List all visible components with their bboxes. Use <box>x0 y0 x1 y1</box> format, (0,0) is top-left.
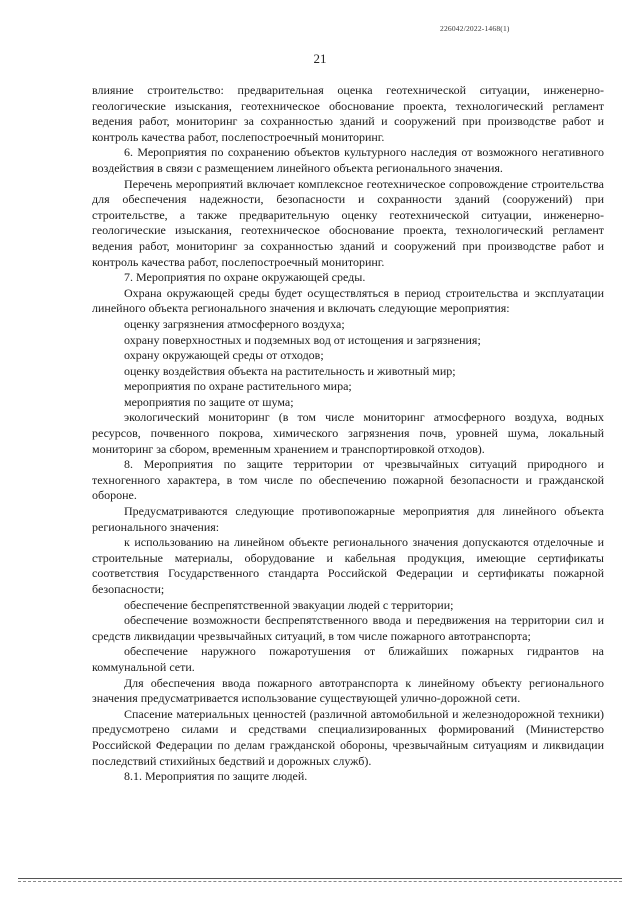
list-item: обеспечение наружного пожаротушения от ближайших пожарных гидрантов на коммунальной сети. <box>92 644 604 674</box>
paragraph-fire-measures: Предусматриваются следующие противопожарные мероприятия для линейного объекта регионального значения: <box>92 504 604 534</box>
page-bottom-border-shadow <box>18 881 622 882</box>
paragraph-rescue: Спасение материальных ценностей (различной автомобильной и железнодорожной техники) предусмотрено силами и средствами специализированных формирований (Министерство Российской Федерации по делам гражданской обороны, чрезвычайным ситуациям и ликвидации последствий стихийных бедствий и дорожных служб). <box>92 706 604 768</box>
list-item: оценку воздействия объекта на растительность и животный мир; <box>124 363 456 378</box>
paragraph-1: влияние строительство: предварительная оценка геотехнической ситуации, инженерно-геологические изыскания, геотехническое обоснование проекта, технологический регламент ведения работ, мониторинг за сохранностью зданий и сооружений при производстве работ и контроль качества работ, послепостроечный мониторинг. <box>92 83 604 144</box>
document-registration-number: 226042/2022-1468(1) <box>440 24 510 33</box>
list-item: мероприятия по защите от шума; <box>124 394 294 409</box>
page-number: 21 <box>313 51 327 66</box>
paragraph-environment: Охрана окружающей среды будет осуществляться в период строительства и эксплуатации линейного объекта регионального значения и включать следующие мероприятия: <box>92 285 604 316</box>
list-item: экологический мониторинг (в том числе мониторинг атмосферного воздуха, водных ресурсов, почвенного покрова, химического загрязнения почв, уровней шума, локальный мониторинг за сбором, временным хранением и транспортировкой отходов). <box>92 410 604 456</box>
section-7-heading: 7. Мероприятия по охране окружающей среды. <box>124 270 366 285</box>
section-6-heading: 6. Мероприятия по сохранению объектов культурного наследия от возможного негативного воздействия в связи с размещением линейного объекта регионального значения. <box>92 145 604 175</box>
list-item: к использованию на линейном объекте регионального значения допускаются отделочные и строительные материалы, оборудование и кабельная продукция, имеющие сертификаты соответствия Государственного стандарта Российской Федерации и сертификаты пожарной безопасности; <box>92 535 604 596</box>
paragraph-fire-access: Для обеспечения ввода пожарного автотранспорта к линейному объекту регионального значения предусматривается использование существующей улично-дорожной сети. <box>92 675 604 706</box>
paragraph-measures-list: Перечень мероприятий включает комплексное геотехническое сопровождение строительства для обеспечения надежности, безопасности и сохранности зданий (сооружений) при строительстве, а также предварительную оценку геотехнической ситуации, инженерно-геологические изыскания, геотехническое обоснование проекта, технологический регламент ведения работ, мониторинг за сохранностью зданий и сооружений при производстве работ и контроль качества работ, послепостроечный мониторинг. <box>92 176 604 269</box>
list-item: обеспечение беспрепятственной эвакуации людей с территории; <box>124 597 454 612</box>
list-item: обеспечение возможности беспрепятственного ввода и передвижения на территории сил и средств ликвидации чрезвычайных ситуаций, в том числе пожарного автотранспорта; <box>92 613 604 643</box>
page-bottom-border <box>18 878 622 879</box>
list-item: охрану поверхностных и подземных вод от истощения и загрязнения; <box>124 332 481 347</box>
section-8-1-heading: 8.1. Мероприятия по защите людей. <box>124 769 308 784</box>
list-item: охрану окружающей среды от отходов; <box>124 348 324 363</box>
section-8-heading: 8. Мероприятия по защите территории от чрезвычайных ситуаций природного и техногенного характера, в том числе по обеспечению пожарной безопасности и гражданской обороне. <box>92 457 604 503</box>
list-item: мероприятия по охране растительного мира; <box>124 379 352 394</box>
list-item: оценку загрязнения атмосферного воздуха; <box>124 316 345 331</box>
document-body <box>92 83 604 785</box>
